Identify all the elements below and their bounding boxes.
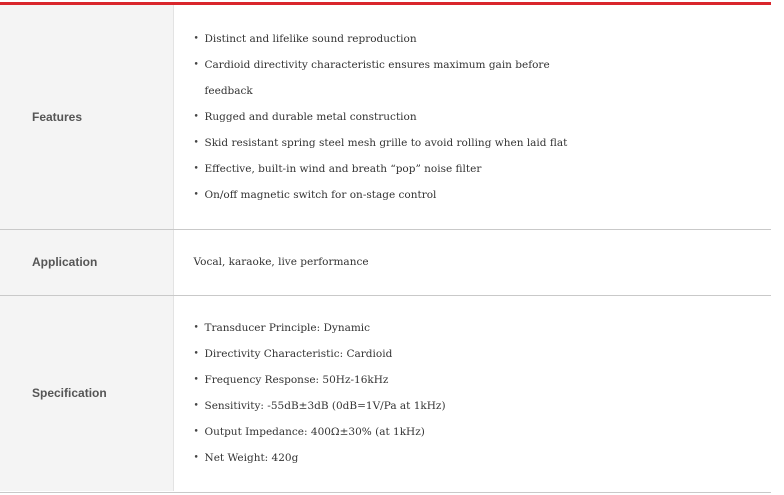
bottom-divider [0,492,771,493]
list-item: • Directivity Characteristic: Cardioid [194,341,772,367]
features-list [174,26,772,208]
list-item: • On/off magnetic switch for on-stage control [194,182,772,208]
list-item: • Frequency Response: 50Hz-16kHz [194,367,772,393]
list-item: • Rugged and durable metal construction [194,104,772,130]
row-label-features: Features [0,5,173,229]
table-row-specification [0,295,771,491]
row-label-application: Application [0,229,173,295]
row-value-specification [173,295,771,491]
application-text: Vocal, karaoke, live performance [193,256,369,268]
row-label-specification: Specification [0,295,173,491]
list-item: • Effective, built-in wind and breath “pop” noise filter [194,156,772,182]
list-item: • Output Impedance: 400Ω±30% (at 1kHz) [194,419,772,445]
specification-list [174,315,772,471]
list-item: • Cardioid directivity characteristic ensures maximum gain before feedback [194,52,585,104]
list-item: • Transducer Principle: Dynamic [194,315,772,341]
row-value-application [173,229,771,295]
list-item: • Skid resistant spring steel mesh grille to avoid rolling when laid flat [194,130,772,156]
list-item: • Net Weight: 420g [194,445,772,471]
list-item: • Distinct and lifelike sound reproduction [194,26,772,52]
table-row-features [0,5,771,229]
product-spec-table [0,5,771,491]
table-row-application [0,229,771,295]
list-item: • Sensitivity: -55dB±3dB (0dB=1V/Pa at 1kHz) [194,393,772,419]
row-value-features [173,5,771,229]
